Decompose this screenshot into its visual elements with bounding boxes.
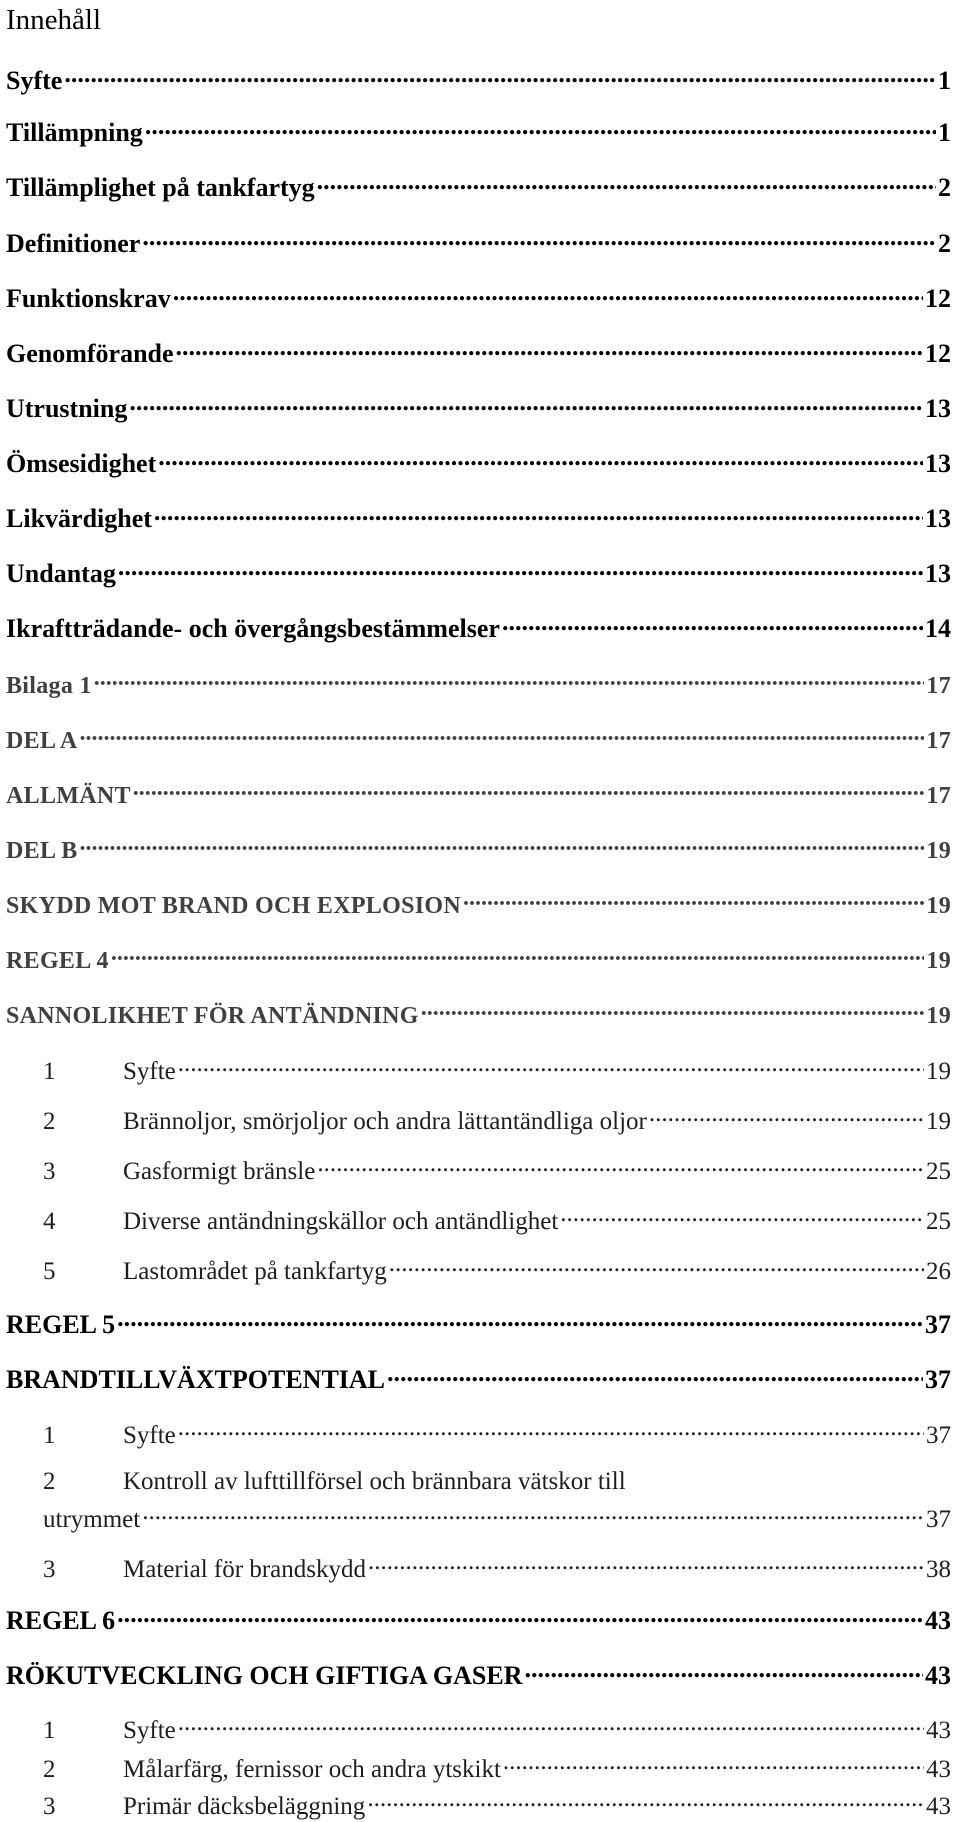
toc-entry-page: 13 bbox=[925, 394, 951, 423]
dot-leader bbox=[64, 63, 936, 89]
dot-leader bbox=[80, 832, 925, 858]
toc-subentry[interactable] bbox=[6, 1751, 951, 1785]
toc-entry-page: 2 bbox=[938, 229, 951, 258]
dot-leader bbox=[463, 887, 924, 913]
toc-entry-page: 25 bbox=[926, 1158, 951, 1185]
dot-leader bbox=[389, 1253, 924, 1279]
toc-subentry[interactable] bbox=[6, 1103, 951, 1137]
toc-entry-page: 12 bbox=[925, 339, 951, 368]
toc-entry-page: 13 bbox=[925, 449, 951, 478]
dot-leader bbox=[142, 1501, 924, 1527]
toc-entry-definitioner[interactable] bbox=[6, 226, 951, 259]
dot-leader bbox=[178, 1417, 924, 1443]
toc-entry-title: BRANDTILLVÄXTPOTENTIAL bbox=[6, 1365, 386, 1394]
toc-entry-page: 12 bbox=[925, 284, 951, 313]
dot-leader bbox=[145, 115, 936, 141]
toc-entry-title: Undantag bbox=[6, 559, 116, 588]
toc-entry-title: Funktionskrav bbox=[6, 284, 171, 313]
toc-subentry[interactable] bbox=[6, 1053, 951, 1087]
toc-entry-page: 2 bbox=[938, 173, 951, 202]
toc-entry-title: Utrustning bbox=[6, 394, 128, 423]
toc-entry-title: Syfte bbox=[123, 1717, 176, 1744]
toc-entry-page: 43 bbox=[925, 1606, 951, 1635]
toc-entry-title: SKYDD MOT BRAND OCH EXPLOSION bbox=[6, 893, 461, 919]
toc-entry-title: Ömsesidighet bbox=[6, 449, 157, 478]
toc-entry-page: 37 bbox=[925, 1365, 951, 1394]
dot-leader bbox=[317, 1153, 924, 1179]
toc-entry-title: RÖKUTVECKLING OCH GIFTIGA GASER bbox=[6, 1661, 523, 1690]
toc-entry-title: Likvärdighet bbox=[6, 504, 152, 533]
dot-leader bbox=[503, 1751, 924, 1777]
toc-entry-sannolikhet[interactable] bbox=[6, 997, 951, 1031]
toc-entry-brandtillvaxtpotential[interactable] bbox=[6, 1362, 951, 1395]
toc-subentry[interactable] bbox=[6, 1712, 951, 1746]
dot-leader bbox=[133, 777, 925, 803]
toc-entry-page: 17 bbox=[926, 673, 951, 699]
toc-entry-number: 1 bbox=[43, 1058, 56, 1085]
toc-entry-title: REGEL 6 bbox=[6, 1606, 116, 1635]
toc-entry-number: 3 bbox=[43, 1556, 56, 1583]
toc-entry-page: 25 bbox=[926, 1208, 951, 1235]
toc-subentry[interactable] bbox=[6, 1788, 951, 1822]
dot-leader bbox=[367, 1788, 924, 1814]
dot-leader bbox=[117, 1603, 923, 1629]
toc-entry-title: Primär däcksbeläggning bbox=[123, 1793, 366, 1820]
dot-leader bbox=[173, 281, 923, 307]
toc-entry-page: 37 bbox=[925, 1310, 951, 1339]
toc-entry-page: 19 bbox=[926, 1003, 951, 1029]
toc-subentry-wrapped-line[interactable] bbox=[6, 1467, 626, 1497]
toc-entry-title: Tillämpning bbox=[6, 118, 143, 147]
toc-entry-bilaga-1[interactable] bbox=[6, 667, 951, 701]
toc-entry-page: 37 bbox=[926, 1506, 951, 1533]
toc-subentry[interactable] bbox=[6, 1551, 951, 1585]
dot-leader bbox=[421, 997, 925, 1023]
toc-subentry[interactable] bbox=[6, 1253, 951, 1287]
toc-entry-title: Diverse antändningskällor och antändlighet bbox=[123, 1208, 559, 1235]
toc-entry-title: DEL B bbox=[6, 838, 78, 864]
toc-subentry[interactable] bbox=[6, 1153, 951, 1187]
dot-leader bbox=[142, 226, 936, 252]
toc-entry-number: 2 bbox=[43, 1468, 56, 1495]
toc-entry-title: SANNOLIKHET FÖR ANTÄNDNING bbox=[6, 1003, 419, 1029]
toc-entry-title-continuation: utrymmet bbox=[43, 1506, 141, 1533]
dot-leader bbox=[502, 611, 923, 637]
toc-entry-title: ALLMÄNT bbox=[6, 783, 131, 809]
toc-entry-page: 43 bbox=[926, 1717, 951, 1744]
toc-entry-number: 1 bbox=[43, 1717, 56, 1744]
toc-subentry[interactable] bbox=[6, 1417, 951, 1451]
toc-entry-title: DEL A bbox=[6, 728, 78, 754]
dot-leader bbox=[176, 336, 923, 362]
toc-entry-funktionskrav[interactable] bbox=[6, 281, 951, 314]
toc-entry-title: Lastområdet på tankfartyg bbox=[123, 1258, 387, 1285]
toc-entry-page: 13 bbox=[925, 559, 951, 588]
dot-leader bbox=[94, 667, 925, 693]
toc-entry-genomforande[interactable] bbox=[6, 336, 951, 369]
toc-entry-page: 1 bbox=[938, 118, 951, 147]
toc-entry-page: 1 bbox=[938, 66, 951, 95]
toc-entry-title: Genomförande bbox=[6, 339, 174, 368]
toc-entry-title: Definitioner bbox=[6, 229, 141, 258]
toc-entry-title: Syfte bbox=[123, 1422, 176, 1449]
toc-entry-number: 3 bbox=[43, 1793, 56, 1820]
toc-entry-title: Ikraftträdande- och övergångsbestämmelser bbox=[6, 614, 500, 643]
toc-entry-rokutveckling[interactable] bbox=[6, 1658, 951, 1691]
dot-leader bbox=[117, 1307, 923, 1333]
dot-leader bbox=[524, 1658, 923, 1684]
toc-entry-regel-6[interactable] bbox=[6, 1603, 951, 1636]
toc-entry-title: Bilaga 1 bbox=[6, 673, 92, 699]
dot-leader bbox=[154, 501, 923, 527]
toc-entry-page: 13 bbox=[925, 504, 951, 533]
toc-subentry[interactable] bbox=[6, 1203, 951, 1237]
dot-leader bbox=[317, 170, 936, 196]
toc-entry-page: 43 bbox=[926, 1756, 951, 1783]
dot-leader bbox=[178, 1053, 924, 1079]
page-title: Innehåll bbox=[6, 4, 102, 36]
toc-entry-title: Tillämplighet på tankfartyg bbox=[6, 173, 315, 202]
dot-leader bbox=[649, 1103, 924, 1129]
toc-entry-page: 26 bbox=[926, 1258, 951, 1285]
toc-entry-title: Syfte bbox=[6, 66, 63, 95]
toc-entry-undantag[interactable] bbox=[6, 556, 951, 589]
toc-entry-page: 14 bbox=[925, 614, 951, 643]
toc-entry-ikrafttradande[interactable] bbox=[6, 611, 951, 644]
toc-entry-number: 5 bbox=[43, 1258, 56, 1285]
toc-entry-page: 17 bbox=[926, 783, 951, 809]
dot-leader bbox=[560, 1203, 924, 1229]
toc-entry-number: 4 bbox=[43, 1208, 56, 1235]
toc-entry-title: REGEL 5 bbox=[6, 1310, 116, 1339]
toc-entry-title: Gasformigt bränsle bbox=[123, 1158, 316, 1185]
dot-leader bbox=[111, 942, 925, 968]
toc-entry-title: Material för brandskydd bbox=[123, 1556, 366, 1583]
toc-entry-page: 19 bbox=[926, 948, 951, 974]
toc-entry-number: 1 bbox=[43, 1422, 56, 1449]
toc-entry-syfte[interactable] bbox=[6, 63, 951, 96]
toc-entry-page: 19 bbox=[926, 1058, 951, 1085]
toc-entry-title: Målarfärg, fernissor och andra ytskikt bbox=[123, 1756, 501, 1783]
toc-entry-del-a[interactable] bbox=[6, 722, 951, 756]
dot-leader bbox=[178, 1712, 924, 1738]
toc-entry-page: 19 bbox=[926, 1108, 951, 1135]
dot-leader bbox=[118, 556, 923, 582]
toc-entry-page: 38 bbox=[926, 1556, 951, 1583]
toc-entry-tillampning[interactable] bbox=[6, 115, 951, 148]
toc-entry-regel-4[interactable] bbox=[6, 942, 951, 976]
toc-entry-number: 2 bbox=[43, 1756, 56, 1783]
toc-entry-tillamplighet[interactable] bbox=[6, 170, 951, 203]
toc-entry-del-b[interactable] bbox=[6, 832, 951, 866]
dot-leader bbox=[80, 722, 925, 748]
toc-entry-title: Kontroll av lufttillförsel och brännbara vätskor till bbox=[123, 1468, 626, 1495]
toc-entry-page: 17 bbox=[926, 728, 951, 754]
toc-entry-page: 43 bbox=[925, 1661, 951, 1690]
toc-entry-likvardighet[interactable] bbox=[6, 501, 951, 534]
toc-entry-allmant[interactable] bbox=[6, 777, 951, 811]
toc-entry-number: 3 bbox=[43, 1158, 56, 1185]
toc-entry-page: 19 bbox=[926, 838, 951, 864]
toc-entry-page: 19 bbox=[926, 893, 951, 919]
toc-entry-skydd-mot-brand[interactable] bbox=[6, 887, 951, 921]
toc-entry-title: Brännoljor, smörjoljor och andra lättantändliga oljor bbox=[123, 1108, 647, 1135]
toc-entry-omsesidighet[interactable] bbox=[6, 446, 951, 479]
toc-entry-title: Syfte bbox=[123, 1058, 176, 1085]
dot-leader bbox=[129, 391, 923, 417]
toc-entry-number: 2 bbox=[43, 1108, 56, 1135]
toc-subentry-continuation[interactable] bbox=[6, 1501, 951, 1535]
toc-entry-utrustning[interactable] bbox=[6, 391, 951, 424]
toc-entry-page: 43 bbox=[926, 1793, 951, 1820]
toc-entry-regel-5[interactable] bbox=[6, 1307, 951, 1340]
toc-entry-page: 37 bbox=[926, 1422, 951, 1449]
dot-leader bbox=[387, 1362, 923, 1388]
dot-leader bbox=[368, 1551, 924, 1577]
toc-entry-title: REGEL 4 bbox=[6, 948, 109, 974]
dot-leader bbox=[158, 446, 923, 472]
